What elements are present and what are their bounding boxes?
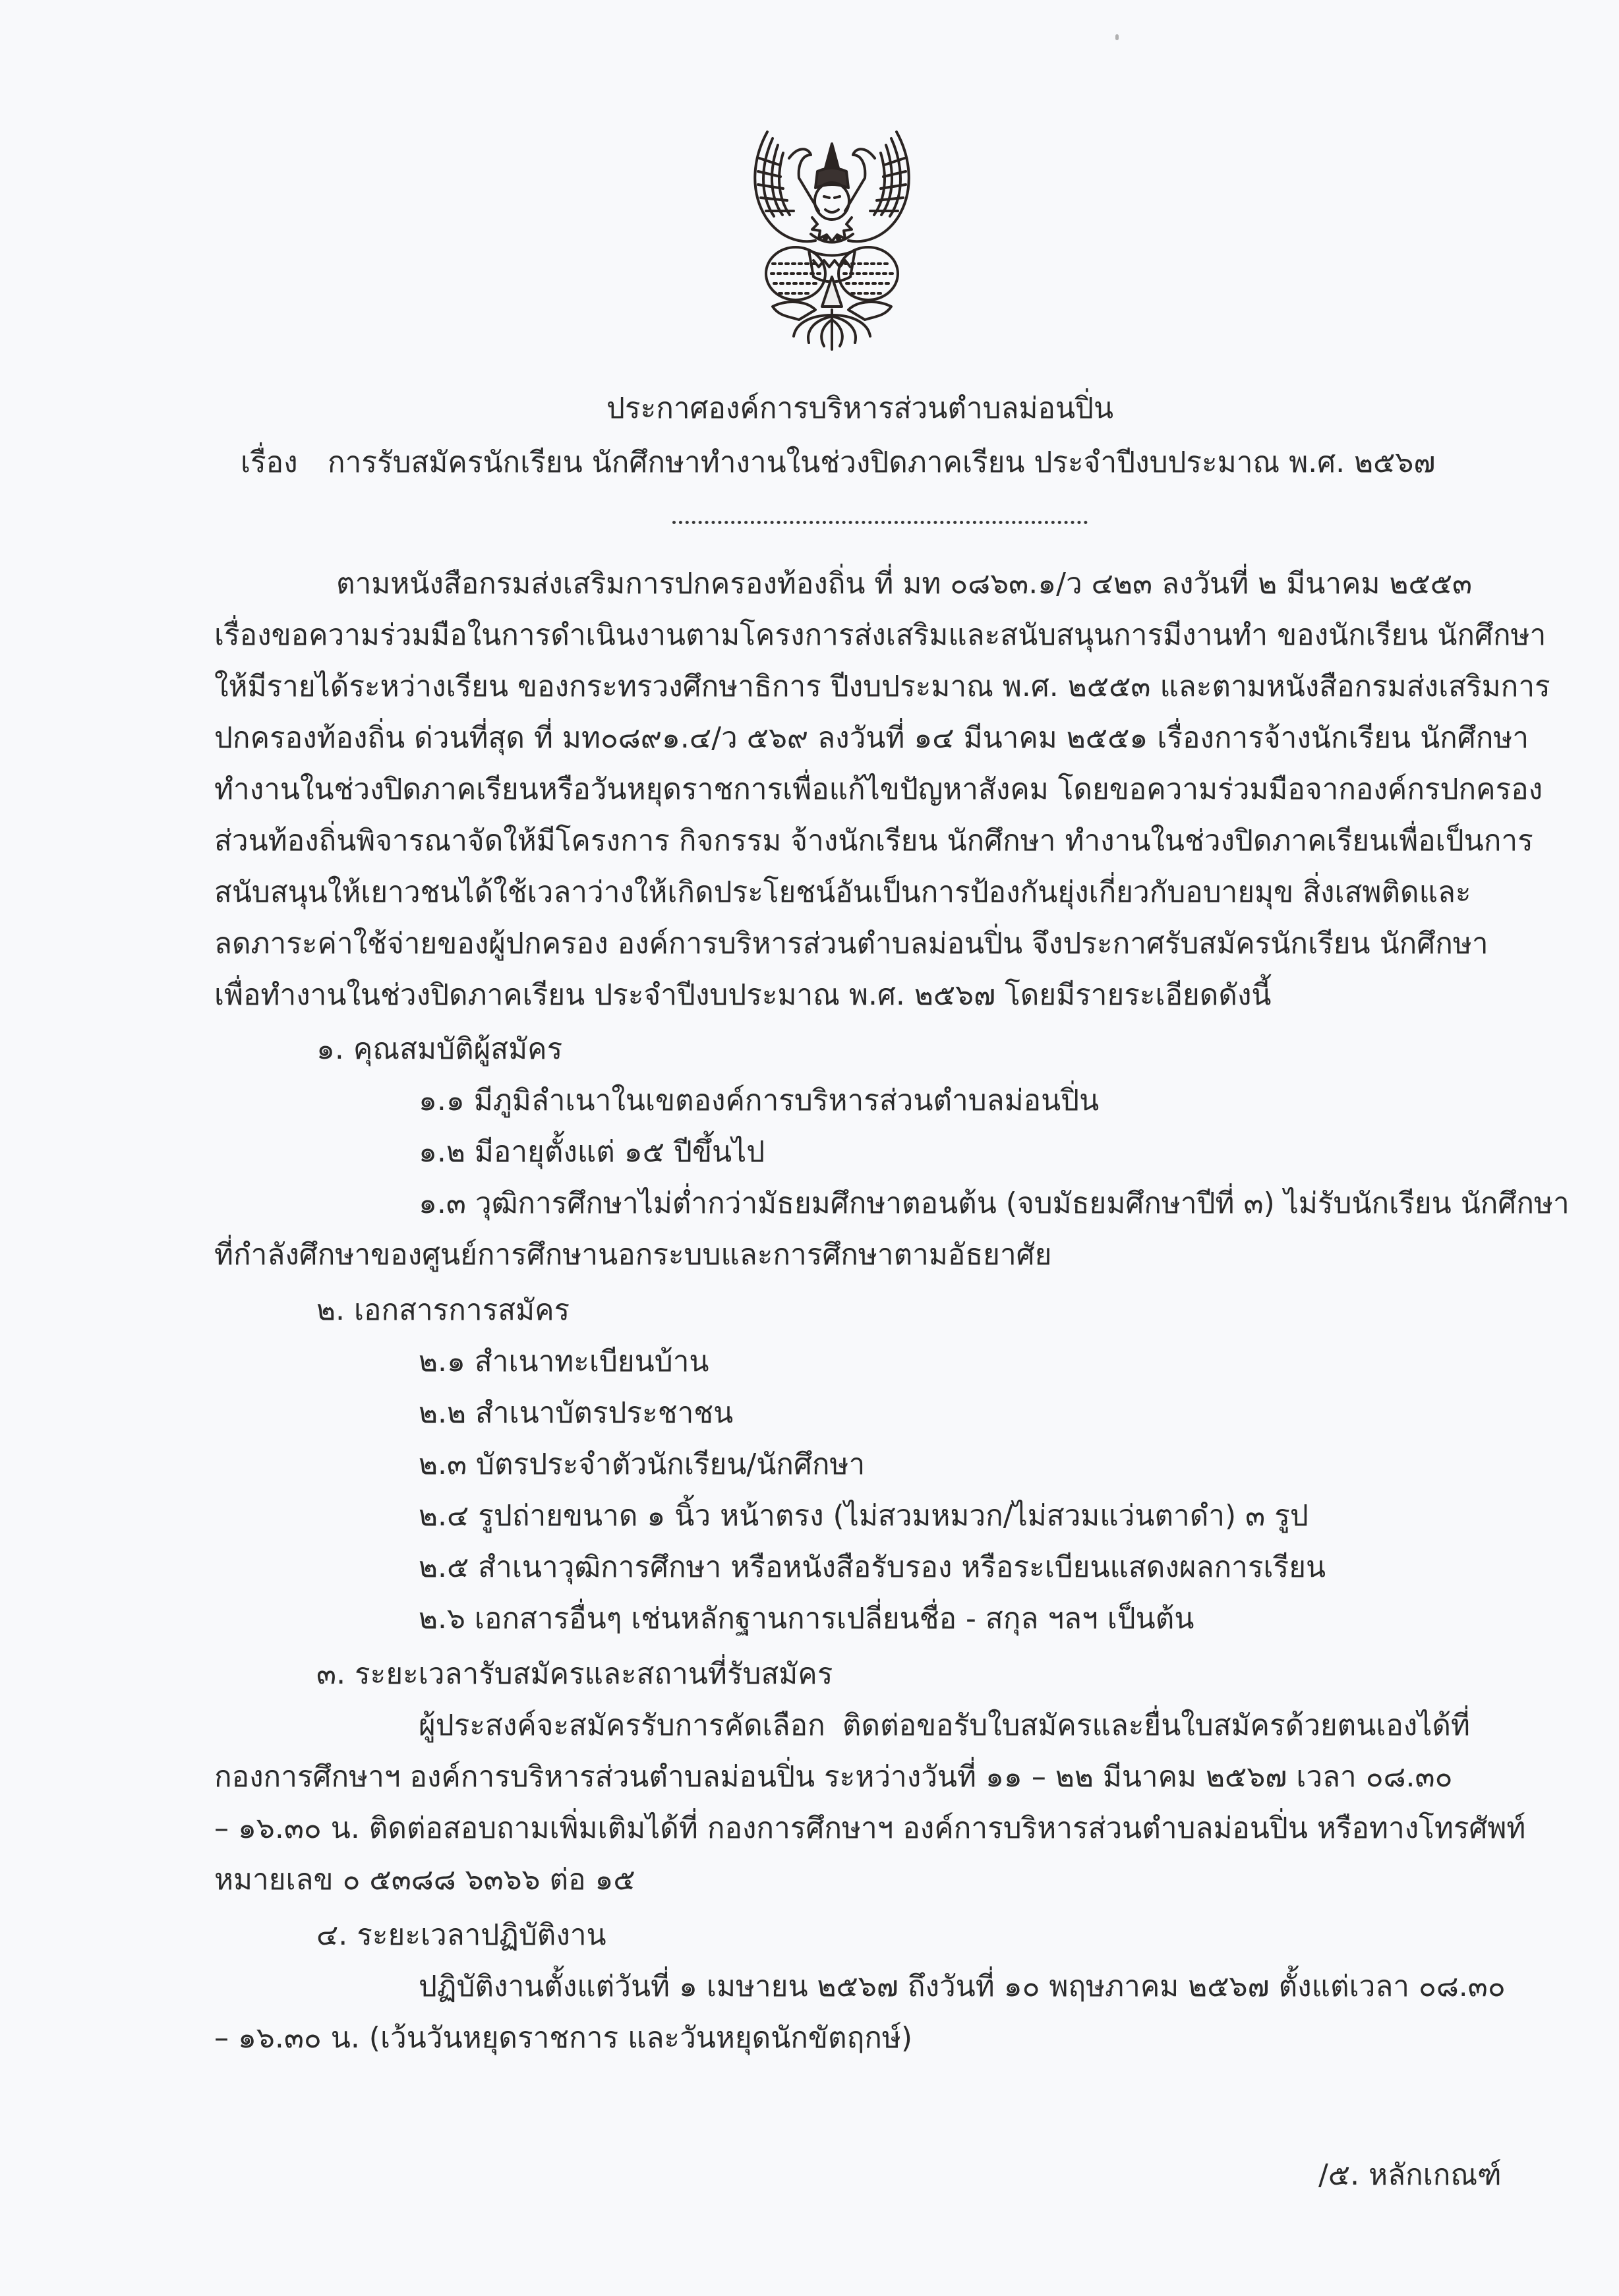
section-line: – ๑๖.๓๐ น. (เว้นวันหยุดราชการ และวันหยุดนักขัตฤกษ์) xyxy=(214,2021,913,2055)
section-heading-work-period: ๔. ระยะเวลาปฏิบัติงาน xyxy=(316,1918,606,1952)
subject-label: เรื่อง xyxy=(241,446,298,479)
intro-line: เรื่องขอความร่วมมือในการดำเนินงานตามโครงการส่งเสริมและสนับสนุนการมีงานทำ ของนักเรียน นักศึกษา xyxy=(214,618,1546,652)
section-item: ๒.๓ บัตรประจำตัวนักเรียน/นักศึกษา xyxy=(419,1448,866,1481)
subject-line xyxy=(241,443,1435,483)
garuda-emblem-icon xyxy=(733,119,931,353)
intro-line: เพื่อทำงานในช่วงปิดภาคเรียน ประจำปีงบประมาณ พ.ศ. ๒๕๖๗ โดยมีรายระเอียดดังนี้ xyxy=(214,978,1272,1012)
section-item: ๑.๒ มีอายุตั้งแต่ ๑๕ ปีขึ้นไป xyxy=(419,1135,765,1169)
section-item: ๑.๓ วุฒิการศึกษาไม่ต่ำกว่ามัธยมศึกษาตอนต้น (จบมัธยมศึกษาปีที่ ๓) ไม่รับนักเรียน นักศึกษา xyxy=(419,1187,1570,1220)
section-item: ๒.๖ เอกสารอื่นๆ เช่นหลักฐานการเปลี่ยนชื่อ - สกุล ฯลฯ เป็นต้น xyxy=(419,1602,1194,1635)
section-heading-application-period: ๓. ระยะเวลารับสมัครและสถานที่รับสมัคร xyxy=(316,1657,833,1691)
intro-line: ให้มีรายได้ระหว่างเรียน ของกระทรวงศึกษาธิการ ปีงบประมาณ พ.ศ. ๒๕๕๓ และตามหนังสือกรมส่งเสริมการ xyxy=(214,670,1550,703)
section-line: ปฏิบัติงานตั้งแต่วันที่ ๑ เมษายน ๒๕๖๗ ถึงวันที่ ๑๐ พฤษภาคม ๒๕๖๗ ตั้งแต่เวลา ๐๘.๓๐ xyxy=(419,1970,1506,2003)
dotted-separator xyxy=(672,508,1088,524)
intro-line: สนับสนุนให้เยาวชนได้ใช้เวลาว่างให้เกิดประโยชน์อันเป็นการป้องกันยุ่งเกี่ยวกับอบายมุข สิ่งเสพติดและ xyxy=(214,875,1471,909)
section-item: ๑.๑ มีภูมิลำเนาในเขตองค์การบริหารส่วนตำบลม่อนปิ่น xyxy=(419,1084,1100,1117)
intro-line: ส่วนท้องถิ่นพิจารณาจัดให้มีโครงการ กิจกรรม จ้างนักเรียน นักศึกษา ทำงานในช่วงปิดภาคเรียนเพื่อเป็นการ xyxy=(214,824,1533,858)
intro-line: ทำงานในช่วงปิดภาคเรียนหรือวันหยุดราชการเพื่อแก้ไขปัญหาสังคม โดยขอความร่วมมือจากองค์กรปกครอง xyxy=(214,773,1543,806)
section-item: ๒.๒ สำเนาบัตรประชาชน xyxy=(419,1396,734,1430)
next-page-marker: /๕. หลักเกณฑ์ xyxy=(1318,2158,1502,2192)
section-line: ผู้ประสงค์จะสมัครรับการคัดเลือก ติดต่อขอรับใบสมัครและยื่นใบสมัครด้วยตนเองได้ที่ xyxy=(419,1709,1470,1742)
intro-line: ปกครองท้องถิ่น ด่วนที่สุด ที่ มท๐๘๙๑.๔/ว ๕๖๙ ลงวันที่ ๑๔ มีนาคม ๒๕๕๑ เรื่องการจ้างนักเรียน นักศึกษา xyxy=(214,721,1529,755)
subject-text: การรับสมัครนักเรียน นักศึกษาทำงานในช่วงปิดภาคเรียน ประจำปีงบประมาณ พ.ศ. ๒๕๖๗ xyxy=(328,446,1436,479)
section-line: – ๑๖.๓๐ น. ติดต่อสอบถามเพิ่มเติมได้ที่ กองการศึกษาฯ องค์การบริหารส่วนตำบลม่อนปิ่น หรือทางโทรศัพท์ xyxy=(214,1811,1526,1845)
section-item: ๒.๕ สำเนาวุฒิการศึกษา หรือหนังสือรับรอง หรือระเบียนแสดงผลการเรียน xyxy=(419,1550,1326,1584)
section-heading-documents: ๒. เอกสารการสมัคร xyxy=(316,1293,570,1327)
section-item: ๒.๑ สำเนาทะเบียนบ้าน xyxy=(419,1345,709,1378)
section-heading-qualifications: ๑. คุณสมบัติผู้สมัคร xyxy=(316,1032,563,1066)
scan-speck xyxy=(1115,34,1119,40)
intro-line: ลดภาระค่าใช้จ่ายของผู้ปกครอง องค์การบริหารส่วนตำบลม่อนปิ่น จึงประกาศรับสมัครนักเรียน นักศึกษา xyxy=(214,927,1488,960)
intro-line: ตามหนังสือกรมส่งเสริมการปกครองท้องถิ่น ที่ มท ๐๘๖๓.๑/ว ๔๒๓ ลงวันที่ ๒ มีนาคม ๒๕๕๓ xyxy=(336,567,1473,601)
section-item: ๒.๔ รูปถ่ายขนาด ๑ นิ้ว หน้าตรง (ไม่สวมหมวก/ไม่สวมแว่นตาดำ) ๓ รูป xyxy=(419,1499,1309,1533)
section-line: หมายเลข ๐ ๕๓๘๘ ๖๓๖๖ ต่อ ๑๕ xyxy=(214,1863,635,1897)
section-item-continuation: ที่กำลังศึกษาของศูนย์การศึกษานอกระบบและการศึกษาตามอัธยาศัย xyxy=(214,1238,1052,1272)
document-title: ประกาศองค์การบริหารส่วนตำบลม่อนปิ่น xyxy=(606,392,1114,425)
section-line: กองการศึกษาฯ องค์การบริหารส่วนตำบลม่อนปิ่น ระหว่างวันที่ ๑๑ – ๒๒ มีนาคม ๒๕๖๗ เวลา ๐๘.๓๐ xyxy=(214,1760,1453,1794)
